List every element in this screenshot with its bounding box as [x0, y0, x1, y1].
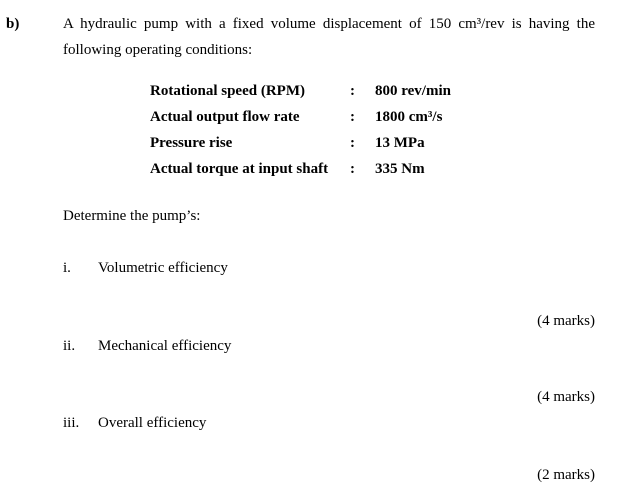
condition-name: Pressure rise — [150, 134, 233, 151]
condition-colon: : — [350, 108, 355, 125]
item-text: Mechanical efficiency — [98, 338, 232, 354]
condition-row — [150, 156, 451, 182]
question-intro-line-1: A hydraulic pump with a fixed volume displacement of 150 cm³/rev is having the — [63, 16, 595, 32]
item-marks: (4 marks) — [537, 313, 595, 329]
condition-row — [150, 78, 451, 104]
item-number: ii. — [63, 338, 76, 354]
question-label: b) — [6, 16, 20, 32]
condition-value: 1800 cm³/s — [375, 108, 443, 125]
condition-colon: : — [350, 82, 355, 99]
item-text: Volumetric efficiency — [98, 260, 228, 276]
condition-value: 13 MPa — [375, 134, 425, 151]
condition-value: 335 Nm — [375, 160, 425, 177]
condition-name: Actual torque at input shaft — [150, 160, 329, 177]
condition-row — [150, 130, 451, 156]
condition-name: Rotational speed (RPM) — [150, 82, 305, 99]
condition-colon: : — [350, 134, 355, 151]
item-text: Overall efficiency — [98, 415, 207, 431]
item-number: iii. — [63, 415, 80, 431]
condition-name: Actual output flow rate — [150, 108, 300, 125]
determine-prompt: Determine the pump’s: — [63, 208, 201, 224]
operating-conditions-table — [150, 78, 451, 182]
question-intro-line-2: following operating conditions: — [63, 42, 253, 58]
condition-value: 800 rev/min — [375, 82, 451, 99]
condition-row — [150, 104, 451, 130]
item-marks: (4 marks) — [537, 389, 595, 405]
item-number: i. — [63, 260, 71, 276]
condition-colon: : — [350, 160, 355, 177]
item-marks: (2 marks) — [537, 467, 595, 483]
